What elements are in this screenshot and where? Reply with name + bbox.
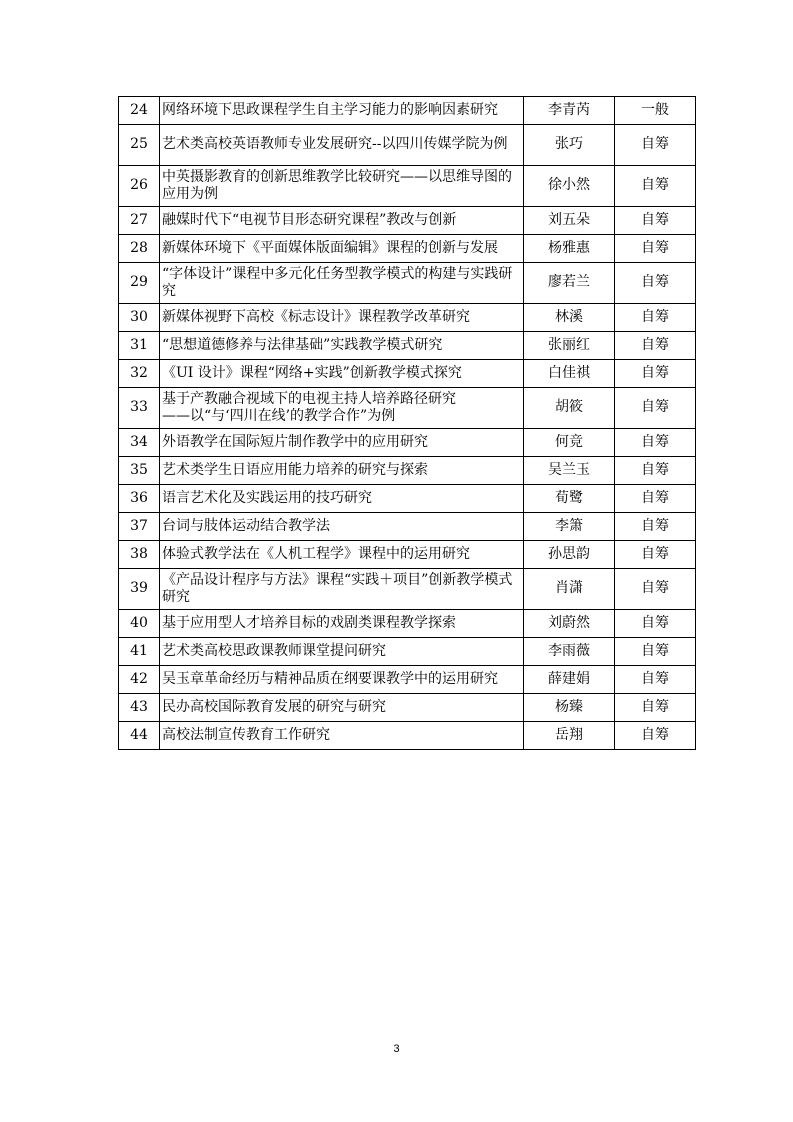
funding-type-cell: 自筹	[615, 388, 696, 429]
project-title-cell: “字体设计”课程中多元化任务型教学模式的构建与实践研究	[160, 263, 524, 304]
project-title-cell: 艺术类学生日语应用能力培养的研究与探索	[160, 457, 524, 485]
table-row	[119, 610, 696, 638]
funding-type-cell: 一般	[615, 97, 696, 125]
page-number: 3	[393, 1043, 400, 1055]
project-leader-cell: 荀鹭	[524, 485, 615, 513]
project-leader-cell: 孙思韵	[524, 541, 615, 569]
project-leader-cell: 刘五朵	[524, 207, 615, 235]
table-row	[119, 694, 696, 722]
row-number-cell: 44	[119, 722, 160, 750]
table-row	[119, 638, 696, 666]
funding-type-cell: 自筹	[615, 207, 696, 235]
project-title-cell: 《产品设计程序与方法》课程“实践＋项目”创新教学模式研究	[160, 569, 524, 610]
row-number-cell: 27	[119, 207, 160, 235]
project-leader-cell: 岳翔	[524, 722, 615, 750]
funding-type-cell: 自筹	[615, 125, 696, 166]
row-number-cell: 37	[119, 513, 160, 541]
table-row	[119, 304, 696, 332]
funding-type-cell: 自筹	[615, 694, 696, 722]
funding-type-cell: 自筹	[615, 722, 696, 750]
project-table	[118, 96, 696, 750]
funding-type-cell: 自筹	[615, 513, 696, 541]
funding-type-cell: 自筹	[615, 638, 696, 666]
project-table-body	[119, 97, 696, 750]
table-row	[119, 666, 696, 694]
project-title-cell: 体验式教学法在《人机工程学》课程中的运用研究	[160, 541, 524, 569]
project-leader-cell: 薛建娟	[524, 666, 615, 694]
project-title-cell: 新媒体视野下高校《标志设计》课程教学改革研究	[160, 304, 524, 332]
table-row	[119, 166, 696, 207]
table-row	[119, 485, 696, 513]
row-number-cell: 40	[119, 610, 160, 638]
table-row	[119, 513, 696, 541]
table-row	[119, 457, 696, 485]
project-title-cell: 《UI 设计》课程“网络+实践”创新教学模式探究	[160, 360, 524, 388]
row-number-cell: 36	[119, 485, 160, 513]
project-title-cell: 语言艺术化及实践运用的技巧研究	[160, 485, 524, 513]
table-row	[119, 235, 696, 263]
table-row	[119, 263, 696, 304]
project-title-cell: 民办高校国际教育发展的研究与研究	[160, 694, 524, 722]
row-number-cell: 32	[119, 360, 160, 388]
funding-type-cell: 自筹	[615, 610, 696, 638]
project-leader-cell: 李青芮	[524, 97, 615, 125]
project-title-line: 基于产教融合视域下的电视主持人培养路径研究	[162, 390, 456, 407]
table-row	[119, 125, 696, 166]
project-leader-cell: 何竞	[524, 429, 615, 457]
funding-type-cell: 自筹	[615, 569, 696, 610]
project-leader-cell: 吴兰玉	[524, 457, 615, 485]
funding-type-cell: 自筹	[615, 457, 696, 485]
table-row	[119, 388, 696, 429]
project-leader-cell: 肖潇	[524, 569, 615, 610]
row-number-cell: 41	[119, 638, 160, 666]
row-number-cell: 33	[119, 388, 160, 429]
row-number-cell: 30	[119, 304, 160, 332]
row-number-cell: 24	[119, 97, 160, 125]
table-row	[119, 97, 696, 125]
funding-type-cell: 自筹	[615, 263, 696, 304]
project-leader-cell: 胡筱	[524, 388, 615, 429]
project-leader-cell: 刘蔚然	[524, 610, 615, 638]
table-row	[119, 541, 696, 569]
row-number-cell: 34	[119, 429, 160, 457]
project-title-cell: 台词与肢体运动结合教学法	[160, 513, 524, 541]
funding-type-cell: 自筹	[615, 332, 696, 360]
project-leader-cell: 杨臻	[524, 694, 615, 722]
row-number-cell: 43	[119, 694, 160, 722]
table-row	[119, 332, 696, 360]
funding-type-cell: 自筹	[615, 541, 696, 569]
project-title-cell: “思想道德修养与法律基础”实践教学模式研究	[160, 332, 524, 360]
project-title-cell: 中英摄影教育的创新思维教学比较研究——以思维导图的应用为例	[160, 166, 524, 207]
row-number-cell: 42	[119, 666, 160, 694]
table-row	[119, 429, 696, 457]
project-title-cell: 融媒时代下“电视节目形态研究课程”教改与创新	[160, 207, 524, 235]
project-leader-cell: 张丽红	[524, 332, 615, 360]
project-leader-cell: 徐小然	[524, 166, 615, 207]
funding-type-cell: 自筹	[615, 166, 696, 207]
project-subtitle-line: ——以“与‘四川在线’的教学合作”为例	[162, 408, 396, 424]
funding-type-cell: 自筹	[615, 485, 696, 513]
table-row	[119, 360, 696, 388]
project-leader-cell: 白佳祺	[524, 360, 615, 388]
project-leader-cell: 张巧	[524, 125, 615, 166]
row-number-cell: 31	[119, 332, 160, 360]
row-number-cell: 38	[119, 541, 160, 569]
project-title-cell: 外语教学在国际短片制作教学中的应用研究	[160, 429, 524, 457]
project-title-cell: 新媒体环境下《平面媒体版面编辑》课程的创新与发展	[160, 235, 524, 263]
project-leader-cell: 林溪	[524, 304, 615, 332]
project-title-cell: 网络环境下思政课程学生自主学习能力的影响因素研究	[160, 97, 524, 125]
funding-type-cell: 自筹	[615, 429, 696, 457]
row-number-cell: 28	[119, 235, 160, 263]
row-number-cell: 25	[119, 125, 160, 166]
project-leader-cell: 廖若兰	[524, 263, 615, 304]
project-title-cell: 吴玉章革命经历与精神品质在纲要课教学中的运用研究	[160, 666, 524, 694]
project-title-cell: 高校法制宣传教育工作研究	[160, 722, 524, 750]
row-number-cell: 35	[119, 457, 160, 485]
row-number-cell: 26	[119, 166, 160, 207]
funding-type-cell: 自筹	[615, 304, 696, 332]
project-leader-cell: 杨雅惠	[524, 235, 615, 263]
table-row	[119, 207, 696, 235]
project-title-cell	[160, 388, 524, 429]
row-number-cell: 39	[119, 569, 160, 610]
funding-type-cell: 自筹	[615, 360, 696, 388]
funding-type-cell: 自筹	[615, 235, 696, 263]
project-title-cell: 艺术类高校英语教师专业发展研究--以四川传媒学院为例	[160, 125, 524, 166]
row-number-cell: 29	[119, 263, 160, 304]
project-title-cell: 艺术类高校思政课教师课堂提问研究	[160, 638, 524, 666]
project-title-cell: 基于应用型人才培养目标的戏剧类课程教学探索	[160, 610, 524, 638]
table-row	[119, 722, 696, 750]
table-row	[119, 569, 696, 610]
project-leader-cell: 李箫	[524, 513, 615, 541]
funding-type-cell: 自筹	[615, 666, 696, 694]
project-leader-cell: 李雨薇	[524, 638, 615, 666]
